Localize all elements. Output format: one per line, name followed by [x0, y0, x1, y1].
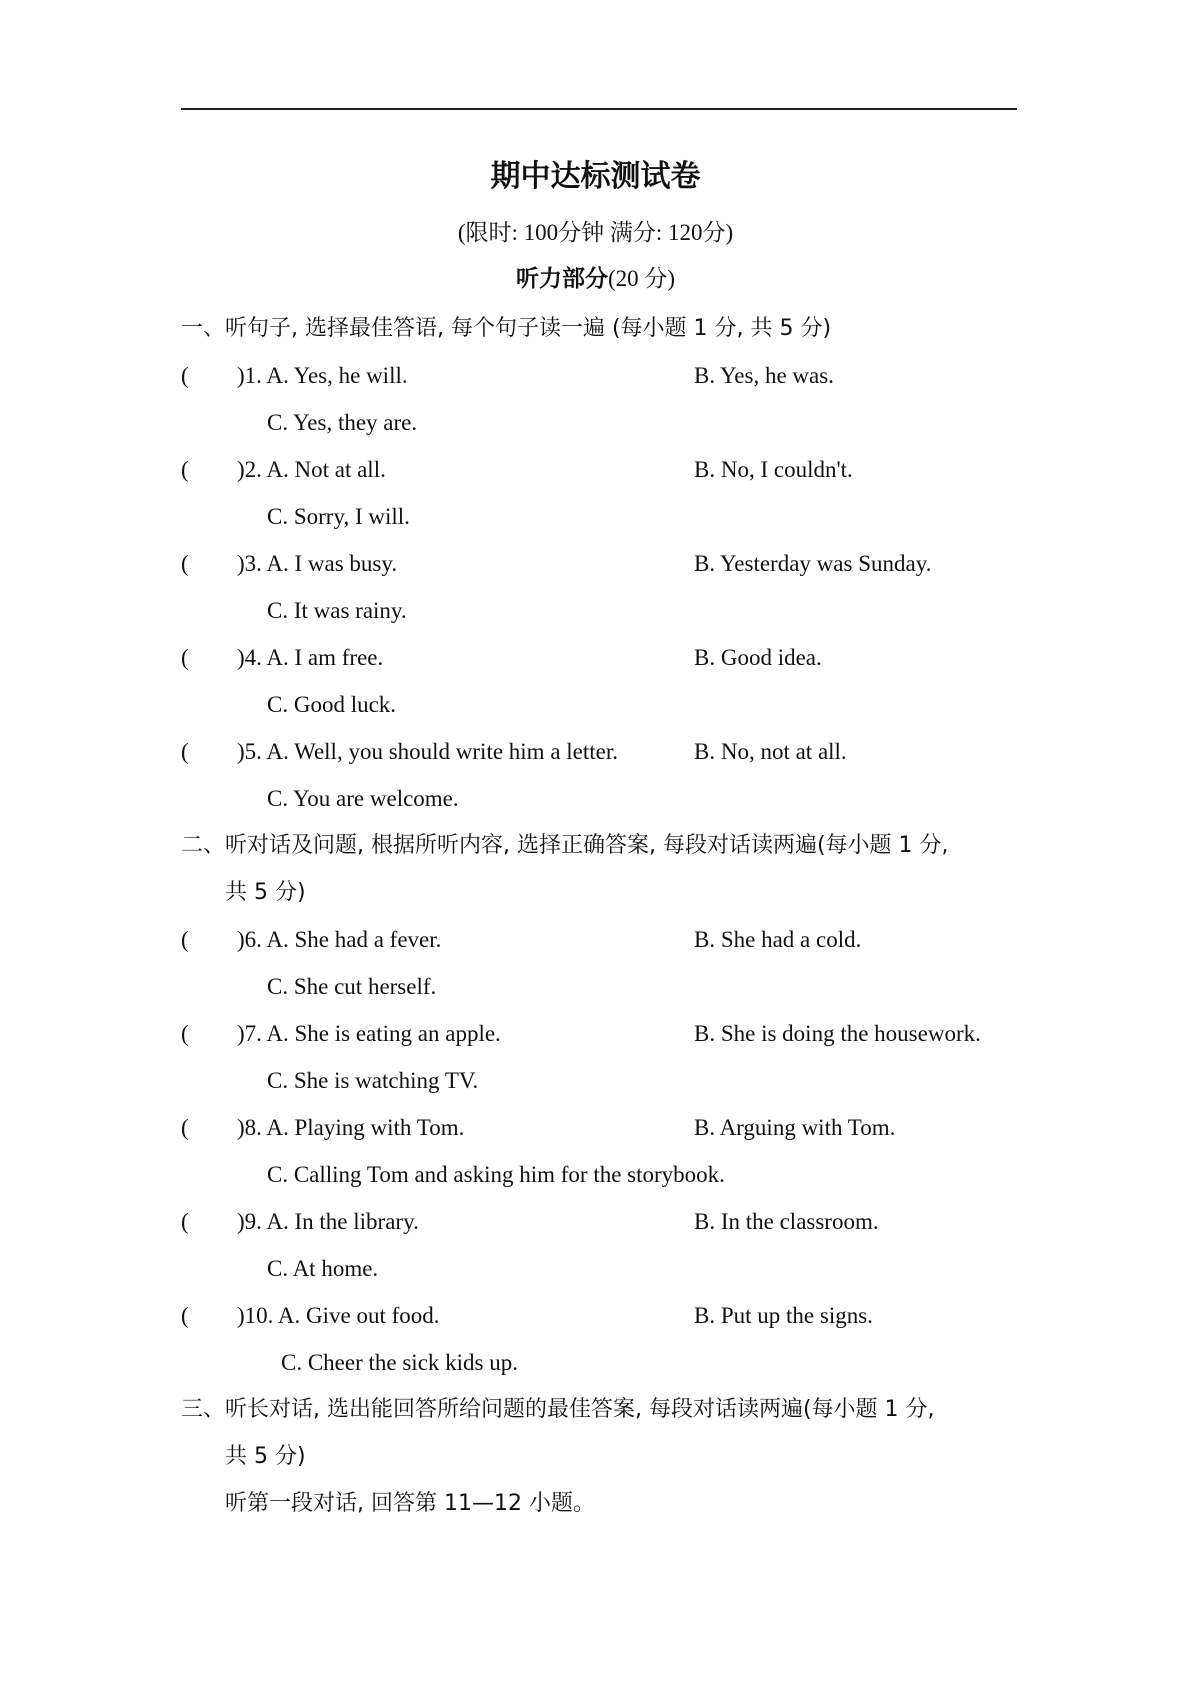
- option-b: B. No, not at all.: [694, 739, 847, 764]
- option-a: )1. A. Yes, he will.: [237, 363, 408, 388]
- option-c: C. At home.: [267, 1256, 379, 1281]
- page-subtitle: (限时: 100分钟 满分: 120分): [457, 220, 734, 245]
- section-3-heading-cont: 共 5 分): [225, 1444, 306, 1469]
- part-title-score: (20 分): [607, 266, 676, 291]
- page-title: 期中达标测试卷: [490, 159, 701, 194]
- option-b: B. Put up the signs.: [694, 1303, 873, 1328]
- question-7: [181, 1010, 1031, 1057]
- option-c: C. You are welcome.: [267, 786, 459, 811]
- option-a: )6. A. She had a fever.: [237, 927, 442, 952]
- question-8: [181, 1104, 1031, 1151]
- option-b: B. She is doing the housework.: [694, 1021, 981, 1046]
- option-b: B. Yesterday was Sunday.: [694, 551, 932, 576]
- answer-blank[interactable]: (: [181, 927, 189, 952]
- question-10: [181, 1292, 1031, 1339]
- option-a: )9. A. In the library.: [237, 1209, 419, 1234]
- option-a: )3. A. I was busy.: [237, 551, 398, 576]
- option-a: )4. A. I am free.: [237, 645, 384, 670]
- option-c: C. She is watching TV.: [267, 1068, 479, 1093]
- option-a: )10. A. Give out food.: [237, 1303, 440, 1328]
- option-c: C. Cheer the sick kids up.: [281, 1350, 518, 1375]
- section-1-heading: 一、听句子, 选择最佳答语, 每个句子读一遍 (每小题 1 分, 共 5 分): [181, 316, 832, 341]
- option-b: B. In the classroom.: [694, 1209, 879, 1234]
- section-3-heading: 三、听长对话, 选出能回答所给问题的最佳答案, 每段对话读两遍(每小题 1 分,: [181, 1397, 935, 1422]
- option-a: )2. A. Not at all.: [237, 457, 386, 482]
- option-c: C. Yes, they are.: [267, 410, 418, 435]
- option-b: B. She had a cold.: [694, 927, 862, 952]
- part-title: [0, 262, 1191, 296]
- answer-blank[interactable]: (: [181, 1115, 189, 1140]
- option-a: )5. A. Well, you should write him a letter.: [237, 739, 619, 764]
- question-4: [181, 634, 1031, 681]
- option-b: B. Good idea.: [694, 645, 822, 670]
- option-b: B. Yes, he was.: [694, 363, 834, 388]
- answer-blank[interactable]: (: [181, 363, 189, 388]
- option-c: C. Good luck.: [267, 692, 397, 717]
- answer-blank[interactable]: (: [181, 1303, 189, 1328]
- question-2: [181, 446, 1031, 493]
- question-1: [181, 352, 1031, 399]
- part-title-label: 听力部分: [515, 266, 608, 292]
- section-2-heading-cont: 共 5 分): [225, 880, 306, 905]
- question-3: [181, 540, 1031, 587]
- question-9: [181, 1198, 1031, 1245]
- option-c: C. She cut herself.: [267, 974, 437, 999]
- section-3-note: 听第一段对话, 回答第 11—12 小题。: [225, 1491, 595, 1516]
- answer-blank[interactable]: (: [181, 645, 189, 670]
- section-2-heading: 二、听对话及问题, 根据所听内容, 选择正确答案, 每段对话读两遍(每小题 1 分,: [181, 833, 949, 858]
- option-c: C. It was rainy.: [267, 598, 407, 623]
- question-5: [181, 728, 1031, 775]
- option-a: )7. A. She is eating an apple.: [237, 1021, 501, 1046]
- top-rule: [181, 108, 1017, 110]
- exam-content: [181, 305, 1031, 1527]
- option-c: C. Calling Tom and asking him for the storybook.: [267, 1162, 725, 1187]
- answer-blank[interactable]: (: [181, 551, 189, 576]
- answer-blank[interactable]: (: [181, 1021, 189, 1046]
- option-b: B. Arguing with Tom.: [694, 1115, 896, 1140]
- answer-blank[interactable]: (: [181, 739, 189, 764]
- answer-blank[interactable]: (: [181, 457, 189, 482]
- option-b: B. No, I couldn't.: [694, 457, 853, 482]
- option-c: C. Sorry, I will.: [267, 504, 410, 529]
- question-6: [181, 916, 1031, 963]
- option-a: )8. A. Playing with Tom.: [237, 1115, 465, 1140]
- answer-blank[interactable]: (: [181, 1209, 189, 1234]
